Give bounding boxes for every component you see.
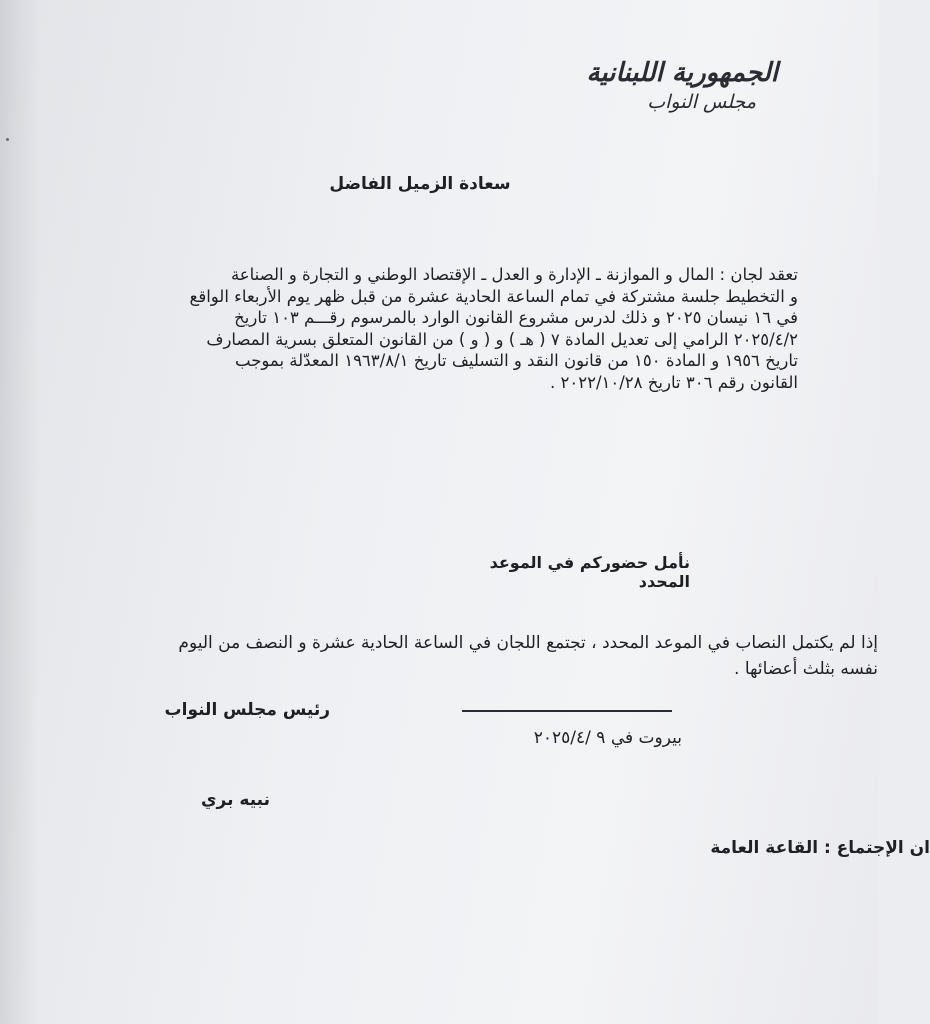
speaker-title: رئيس مجلس النواب — [164, 700, 330, 720]
body-line: ٢٠٢٥/٤/٢ الرامي إلى تعديل المادة ٧ ( هـ ) و ( و ) من القانون المتعلق بسرية المصارف — [206, 329, 798, 349]
quorum-note — [10, 630, 878, 682]
letterhead-parliament: مجلس النواب — [647, 91, 756, 113]
place-and-date: بيروت في ٩ /٢٠٢٥/٤ — [533, 728, 682, 748]
body-line: تاريخ ١٩٥٦ و المادة ١٥٠ من قانون النقد و التسليف تاريخ ١٩٦٣/٨/١ المعدّلة بموجب — [235, 351, 798, 371]
paper-speck — [6, 138, 9, 141]
invitation-body — [38, 264, 798, 394]
quorum-line: إذا لم يكتمل النصاب في الموعد المحدد ، تجتمع اللجان في الساعة الحادية عشرة و النصف من اليوم — [178, 633, 878, 653]
body-line: و التخطيط جلسة مشتركة في تمام الساعة الحادية عشرة من قبل ظهر يوم الأربعاء الواقع — [189, 286, 798, 306]
body-line: تعقد لجان : المال و الموازنة ـ الإدارة و العدل ـ الإقتصاد الوطني و التجارة و الصناعة — [230, 265, 798, 284]
letterhead — [578, 56, 778, 114]
attendance-request: نأمل حضوركم في الموعد المحدد — [489, 553, 690, 591]
speaker-name: نبيه بري — [200, 790, 270, 810]
body-line: في ١٦ نيسان ٢٠٢٥ و ذلك لدرس مشروع القانون الوارد بالمرسوم رقـــم ١٠٣ تاريخ — [234, 308, 798, 328]
meeting-venue: ان الإجتماع : القاعة العامة — [710, 838, 930, 858]
quorum-line: نفسه بثلث أعضائها . — [734, 659, 878, 679]
salutation: سعادة الزميل الفاضل — [329, 174, 511, 194]
body-line: القانون رقم ٣٠٦ تاريخ ٢٠٢٢/١٠/٢٨ . — [550, 372, 798, 392]
signature-rule — [462, 710, 672, 712]
page-edge-shadow — [0, 0, 40, 1024]
letterhead-republic: الجمهورية اللبنانية — [586, 58, 778, 88]
